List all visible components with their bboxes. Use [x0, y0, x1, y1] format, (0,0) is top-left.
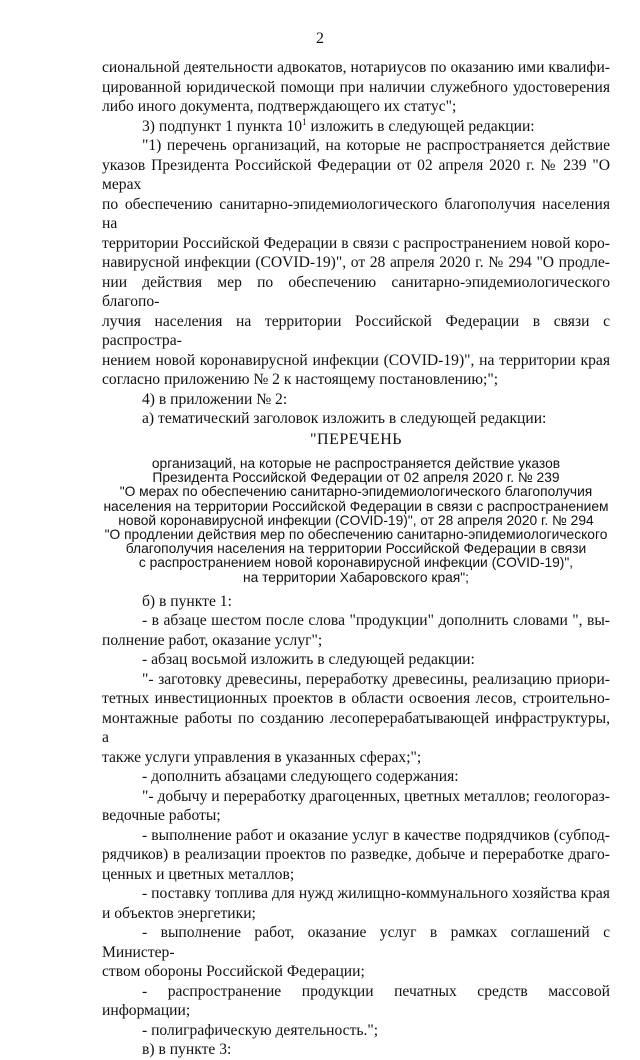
paragraph-subitem-4: 4) в приложении № 2:	[142, 390, 288, 408]
paragraph-line: "- добычу и переработку драгоценных, цветных металлов; геологораз-	[142, 787, 610, 805]
paragraph-line: - поставку топлива для нужд жилищно-коммунального хозяйства края	[142, 885, 610, 903]
paragraph-line: рядчиков) в реализации проектов по разведке, добыче и переработке драго-	[102, 846, 610, 864]
subitem-3-text-start: 3) подпункт 1 пункта 10	[142, 117, 303, 135]
paragraph-subitem-v: в) в пункте 3:	[142, 1041, 232, 1059]
paragraph-line: "1) перечень организаций, на которые не распространяется действие	[142, 137, 610, 154]
title-line: Президента Российской Федерации от 02 апреля 2020 г. № 239	[152, 470, 560, 486]
paragraph-subitem-a: а) тематический заголовок изложить в следующей редакции:	[142, 410, 547, 427]
superscript-mark: 1	[302, 116, 307, 127]
paragraph-subitem-3	[102, 117, 610, 137]
paragraph-line: полнение работ, оказание услуг";	[102, 631, 323, 649]
paragraph-line: ведочные работы;	[102, 807, 221, 825]
page-number: 2	[316, 30, 324, 47]
title-line: "О мерах по обеспечению санитарно-эпидемиологического благополучия	[119, 484, 593, 500]
paragraph-line: территории Российской Федерации в связи с распространением новой коро-	[102, 234, 610, 252]
title-line: организаций, на которые не распространяется действие указов	[151, 456, 561, 471]
paragraph-line: нии действия мер по обеспечению санитарно-эпидемиологического благопо-	[102, 273, 610, 310]
paragraph-line: указов Президента Российской Федерации от 02 апреля 2020 г. № 239 "О мерах	[102, 156, 610, 193]
paragraph-line: ством обороны Российской Федерации;	[102, 963, 365, 981]
paragraph-line: и объектов энергетики;	[102, 904, 256, 922]
paragraph-line: - выполнение работ и оказание услуг в качестве подрядчиков (субпод-	[142, 826, 610, 844]
title-line: на территории Хабаровского края";	[242, 569, 469, 585]
list-title-block	[102, 457, 610, 585]
paragraph-line: "- заготовку древесины, переработку древесины, реализацию приори-	[142, 670, 610, 688]
title-line: благополучия населения на территории Российской Федерации в связи	[125, 541, 587, 557]
paragraph-line: лучия населения на территории Российской Федерации в связи с распростра-	[102, 312, 610, 349]
subitem-3-text-end: изложить в следующей редакции:	[306, 117, 535, 135]
paragraph-line: ценных и цветных металлов;	[102, 865, 295, 883]
title-line: населения на территории Российской Федерации в связи с распространением	[103, 498, 609, 514]
paragraph-line: монтажные работы по созданию лесоперерабатывающей инфраструктуры, а	[102, 709, 610, 747]
paragraph-line: цированной юридической помощи при наличии служебного удостоверения	[102, 78, 610, 96]
paragraph-line: - выполнение работ, оказание услуг в рамках соглашений с Министер-	[102, 924, 610, 961]
list-title-heading: "ПЕРЕЧЕНЬ	[310, 430, 402, 448]
paragraph-line: - полиграфическую деятельность.";	[142, 1021, 379, 1039]
paragraph-line: тетных инвестиционных проектов в области освоения лесов, строительно-	[102, 690, 610, 708]
title-line: "О продлении действия мер по обеспечению санитарно-эпидемиологического	[104, 527, 608, 543]
paragraph-line: по обеспечению санитарно-эпидемиологического благополучия населения на	[102, 195, 610, 232]
paragraph-line: - дополнить абзацами следующего содержания:	[142, 768, 459, 786]
document-body	[102, 58, 610, 1060]
paragraph-line: сиональной деятельности адвокатов, нотариусов по оказанию ими квалифи-	[102, 59, 610, 76]
paragraph-subitem-b: б) в пункте 1:	[142, 592, 232, 610]
title-line: новой коронавирусной инфекции (COVID-19)", от 28 апреля 2020 г. № 294	[118, 512, 594, 528]
paragraph-line: - абзац восьмой изложить в следующей редакции:	[142, 651, 475, 669]
paragraph-line: согласно приложению № 2 к настоящему постановлению;";	[102, 371, 499, 388]
paragraph-line: навирусной инфекции (COVID-19)", от 28 апреля 2020 г. № 294 "О продле-	[102, 254, 610, 271]
paragraph-line: - в абзаце шестом после слова "продукции" дополнить словами ", вы-	[142, 612, 610, 630]
paragraph-line: - распространение продукции печатных средств массовой информации;	[102, 982, 610, 1020]
title-line: с распространением новой коронавирусной инфекции (COVID-19)",	[138, 555, 574, 571]
paragraph-line: либо иного документа, подтверждающего их статус";	[102, 98, 457, 115]
paragraph-line: также услуги управления в указанных сферах;";	[102, 748, 422, 766]
paragraph-line: нением новой коронавирусной инфекции (COVID-19)", на территории края	[102, 351, 610, 369]
